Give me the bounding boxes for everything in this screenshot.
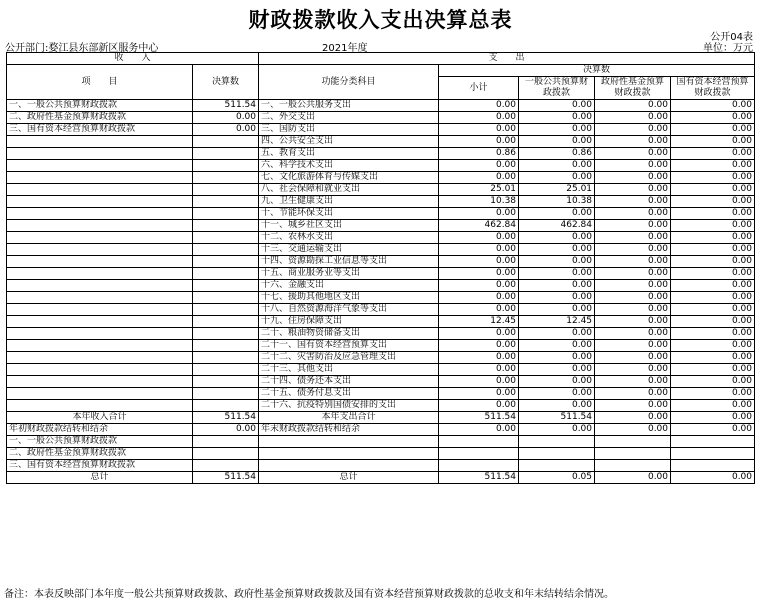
income-amount-cell [193,196,259,208]
income-total-amount: 511.54 [193,412,259,424]
general-budget-cell: 511.54 [519,412,595,424]
subtotal-cell: 0.86 [439,148,519,160]
gov-fund-cell: 0.00 [595,364,671,376]
subtotal-cell: 0.00 [439,112,519,124]
income-amount-cell [193,148,259,160]
subtotal-cell: 0.00 [439,280,519,292]
gov-fund-cell: 0.00 [595,340,671,352]
department-label: 公开部门:婺江县东部新区服务中心 [5,43,159,54]
state-capital-cell: 0.00 [671,256,755,268]
income-item-cell [7,388,193,400]
gov-fund-cell: 0.00 [595,256,671,268]
item-column-header: 项 目 [7,65,193,100]
state-capital-cell: 0.00 [671,388,755,400]
income-total-amount: 511.54 [193,472,259,484]
subtotal-cell: 462.84 [439,220,519,232]
income-item-cell [7,400,193,412]
income-item-cell [7,316,193,328]
subtotal-cell: 0.00 [439,160,519,172]
income-item-cell [7,376,193,388]
state-capital-cell: 0.00 [671,220,755,232]
expense-item-cell: 九、卫生健康支出 [259,196,439,208]
empty-cell [193,460,259,472]
income-amount-cell [193,244,259,256]
gov-fund-cell: 0.00 [595,172,671,184]
page-title: 财政拨款收入支出决算总表 [248,8,513,32]
expense-item-cell: 八、社会保障和就业支出 [259,184,439,196]
gov-fund-cell: 0.00 [595,376,671,388]
general-budget-cell: 0.00 [519,388,595,400]
subtotal-cell: 0.00 [439,328,519,340]
expense-item-cell: 十一、城乡社区支出 [259,220,439,232]
gov-fund-cell: 0.00 [595,412,671,424]
income-amount-cell [193,376,259,388]
subtotal-cell: 0.00 [439,172,519,184]
general-budget-cell: 0.00 [519,364,595,376]
income-item-cell [7,232,193,244]
expense-item-cell: 二十三、其他支出 [259,364,439,376]
expense-item-cell: 二十、粮油物资储备支出 [259,328,439,340]
income-item-cell: 一、一般公共预算财政拨款 [7,100,193,112]
general-budget-cell: 0.00 [519,136,595,148]
state-capital-cell: 0.00 [671,304,755,316]
gov-fund-cell: 0.00 [595,184,671,196]
expense-item-cell: 二十二、灾害防治及应急管理支出 [259,352,439,364]
income-amount-cell [193,136,259,148]
income-amount-cell [193,340,259,352]
gov-fund-cell: 0.00 [595,388,671,400]
form-number: 公开04表 [710,32,753,43]
carry-item-label: 三、国有资本经营预算财政拨款 [7,460,193,472]
expense-item-cell: 一、一般公共服务支出 [259,100,439,112]
state-capital-cell: 0.00 [671,196,755,208]
empty-cell [193,436,259,448]
expense-item-cell: 二十六、抗疫特别国债安排的支出 [259,400,439,412]
general-budget-cell: 0.00 [519,424,595,436]
empty-cell [439,448,519,460]
gov-fund-cell: 0.00 [595,400,671,412]
empty-cell [595,460,671,472]
state-capital-cell: 0.00 [671,232,755,244]
final-accounts-table [6,52,755,484]
empty-cell [259,448,439,460]
expense-item-cell: 十二、农林水支出 [259,232,439,244]
empty-cell [519,436,595,448]
state-capital-cell: 0.00 [671,376,755,388]
table-row [7,400,755,412]
expense-item-cell: 二、外交支出 [259,112,439,124]
general-budget-cell: 0.00 [519,232,595,244]
table-row [7,328,755,340]
subtotal-cell: 0.00 [439,100,519,112]
subtotal-cell: 511.54 [439,472,519,484]
general-budget-cell: 12.45 [519,316,595,328]
gov-fund-cell: 0.00 [595,472,671,484]
table-row [7,196,755,208]
expense-item-cell: 十七、援助其他地区支出 [259,292,439,304]
expense-item-cell: 十五、商业服务业等支出 [259,268,439,280]
table-row [7,304,755,316]
income-amount-cell [193,208,259,220]
income-amount-cell [193,184,259,196]
general-budget-cell: 0.05 [519,472,595,484]
state-capital-cell: 0.00 [671,100,755,112]
subtotal-cell: 25.01 [439,184,519,196]
carry-over-row [7,424,755,436]
income-amount-cell: 511.54 [193,100,259,112]
gov-fund-cell: 0.00 [595,292,671,304]
state-capital-cell: 0.00 [671,160,755,172]
state-capital-column-header: 国有资本经营预算财政拨款 [671,77,755,100]
expense-item-cell: 十四、资源勘探工业信息等支出 [259,256,439,268]
grand-total-row [7,472,755,484]
expense-item-cell: 三、国防支出 [259,124,439,136]
state-capital-cell: 0.00 [671,352,755,364]
general-budget-cell: 0.00 [519,280,595,292]
table-row [7,268,755,280]
general-budget-cell: 0.00 [519,208,595,220]
general-budget-cell: 462.84 [519,220,595,232]
income-amount-cell [193,280,259,292]
empty-cell [671,436,755,448]
fiscal-year: 2021年度 [322,43,368,54]
expense-item-cell: 二十四、债务还本支出 [259,376,439,388]
gov-fund-cell: 0.00 [595,160,671,172]
expense-total-label: 本年支出合计 [259,412,439,424]
income-item-cell [7,148,193,160]
income-total-label: 年初财政拨款结转和结余 [7,424,193,436]
general-budget-cell: 0.00 [519,172,595,184]
general-budget-cell: 0.00 [519,100,595,112]
carry-item-label: 一、一般公共预算财政拨款 [7,436,193,448]
subtotal-cell: 0.00 [439,292,519,304]
general-budget-cell: 0.00 [519,112,595,124]
income-amount-cell [193,268,259,280]
income-amount-cell [193,160,259,172]
table-row [7,184,755,196]
subtotal-cell: 0.00 [439,376,519,388]
state-capital-cell: 0.00 [671,124,755,136]
subtotal-cell: 0.00 [439,124,519,136]
state-capital-cell: 0.00 [671,340,755,352]
empty-cell [595,436,671,448]
table-row [7,256,755,268]
gov-fund-cell: 0.00 [595,112,671,124]
gov-fund-cell: 0.00 [595,220,671,232]
gov-fund-cell: 0.00 [595,148,671,160]
income-amount-cell [193,220,259,232]
income-amount-cell [193,304,259,316]
expense-item-cell: 七、文化旅游体育与传媒支出 [259,172,439,184]
gov-fund-cell: 0.00 [595,316,671,328]
gov-fund-cell: 0.00 [595,232,671,244]
state-capital-cell: 0.00 [671,292,755,304]
gov-fund-cell: 0.00 [595,244,671,256]
table-row [7,160,755,172]
income-item-cell [7,364,193,376]
table-row [7,280,755,292]
subtotal-cell: 511.54 [439,412,519,424]
general-budget-cell: 10.38 [519,196,595,208]
general-budget-cell: 0.86 [519,148,595,160]
income-total-label: 总计 [7,472,193,484]
table-row [7,100,755,112]
state-capital-cell: 0.00 [671,472,755,484]
general-budget-cell: 0.00 [519,256,595,268]
table-row [7,316,755,328]
general-budget-cell: 0.00 [519,328,595,340]
state-capital-cell: 0.00 [671,184,755,196]
state-capital-cell: 0.00 [671,424,755,436]
income-item-cell: 三、国有资本经营预算财政拨款 [7,124,193,136]
general-budget-cell: 0.00 [519,292,595,304]
general-budget-cell: 0.00 [519,160,595,172]
general-budget-cell: 0.00 [519,124,595,136]
expense-item-cell: 十六、金融支出 [259,280,439,292]
gov-fund-cell: 0.00 [595,100,671,112]
subtotal-cell: 12.45 [439,316,519,328]
income-item-cell [7,256,193,268]
income-amount-cell [193,172,259,184]
income-total-label: 本年收入合计 [7,412,193,424]
subtotal-cell: 0.00 [439,304,519,316]
gov-fund-cell: 0.00 [595,124,671,136]
income-amount-cell: 0.00 [193,112,259,124]
gov-fund-cell: 0.00 [595,280,671,292]
subtotal-cell: 0.00 [439,352,519,364]
general-budget-cell: 0.00 [519,244,595,256]
subtotal-cell: 0.00 [439,340,519,352]
table-row [7,220,755,232]
table-row [7,172,755,184]
state-capital-cell: 0.00 [671,208,755,220]
state-capital-cell: 0.00 [671,316,755,328]
state-capital-cell: 0.00 [671,400,755,412]
subtotal-cell: 0.00 [439,244,519,256]
income-item-cell [7,280,193,292]
carry-detail-row [7,436,755,448]
income-amount-cell [193,232,259,244]
income-item-cell [7,136,193,148]
general-budget-cell: 0.00 [519,268,595,280]
income-amount-cell [193,352,259,364]
income-amount-cell [193,364,259,376]
expense-item-cell: 二十五、债务付息支出 [259,388,439,400]
income-item-cell: 二、政府性基金预算财政拨款 [7,112,193,124]
table-row [7,136,755,148]
function-category-column-header: 功能分类科目 [259,65,439,100]
income-item-cell [7,184,193,196]
state-capital-cell: 0.00 [671,244,755,256]
general-budget-cell: 0.00 [519,340,595,352]
expense-item-cell: 十、节能环保支出 [259,208,439,220]
income-item-cell [7,328,193,340]
income-item-cell [7,292,193,304]
income-item-cell [7,352,193,364]
table-row [7,124,755,136]
expense-item-cell: 十八、自然资源海洋气象等支出 [259,304,439,316]
gov-fund-cell: 0.00 [595,352,671,364]
state-capital-cell: 0.00 [671,412,755,424]
state-capital-cell: 0.00 [671,172,755,184]
income-item-cell [7,340,193,352]
state-capital-cell: 0.00 [671,112,755,124]
income-item-cell [7,160,193,172]
table-row [7,364,755,376]
income-item-cell [7,196,193,208]
table-row [7,232,755,244]
income-amount-cell [193,292,259,304]
general-budget-cell: 0.00 [519,400,595,412]
expense-total-label: 总计 [259,472,439,484]
income-item-cell [7,244,193,256]
expense-total-label: 年末财政拨款结转和结余 [259,424,439,436]
year-total-row [7,412,755,424]
general-budget-column-header: 一般公共预算财政拨款 [519,77,595,100]
state-capital-cell: 0.00 [671,364,755,376]
empty-cell [671,448,755,460]
expense-item-cell: 二十一、国有资本经营预算支出 [259,340,439,352]
gov-fund-cell: 0.00 [595,136,671,148]
subtotal-cell: 10.38 [439,196,519,208]
table-row [7,340,755,352]
table-row [7,148,755,160]
final-group-header: 决算数 [439,65,755,77]
income-item-cell [7,268,193,280]
subtotal-cell: 0.00 [439,136,519,148]
table-row [7,208,755,220]
gov-fund-cell: 0.00 [595,196,671,208]
expense-item-cell: 五、教育支出 [259,148,439,160]
gov-fund-cell: 0.00 [595,424,671,436]
unit-label: 单位：万元 [703,43,753,54]
state-capital-cell: 0.00 [671,268,755,280]
state-capital-cell: 0.00 [671,136,755,148]
income-section-header: 收 入 [7,53,259,65]
expense-item-cell: 六、科学技术支出 [259,160,439,172]
expense-item-cell: 四、公共安全支出 [259,136,439,148]
income-amount-cell: 0.00 [193,124,259,136]
empty-cell [519,448,595,460]
gov-fund-cell: 0.00 [595,328,671,340]
carry-item-label: 二、政府性基金预算财政拨款 [7,448,193,460]
empty-cell [595,448,671,460]
footnote: 备注：本表反映部门本年度一般公共预算财政拨款、政府性基金预算财政拨款及国有资本经营预算财政拨款的总收支和年末结转结余情况。 [4,589,614,600]
state-capital-cell: 0.00 [671,280,755,292]
subtotal-column-header: 小计 [439,77,519,100]
subtotal-cell: 0.00 [439,400,519,412]
income-item-cell [7,172,193,184]
expense-section-header: 支 出 [259,53,755,65]
subtotal-cell: 0.00 [439,364,519,376]
subtotal-cell: 0.00 [439,268,519,280]
table-row [7,376,755,388]
table-row [7,388,755,400]
income-amount-cell [193,316,259,328]
state-capital-cell: 0.00 [671,328,755,340]
general-budget-cell: 25.01 [519,184,595,196]
expense-item-cell: 十三、交通运输支出 [259,244,439,256]
table-row [7,292,755,304]
gov-fund-cell: 0.00 [595,208,671,220]
gov-fund-column-header: 政府性基金预算财政拨款 [595,77,671,100]
table-row [7,112,755,124]
general-budget-cell: 0.00 [519,304,595,316]
subtotal-cell: 0.00 [439,424,519,436]
carry-detail-row [7,448,755,460]
subtotal-cell: 0.00 [439,388,519,400]
empty-cell [439,436,519,448]
table-row [7,244,755,256]
income-total-amount: 0.00 [193,424,259,436]
general-budget-cell: 0.00 [519,376,595,388]
income-amount-cell [193,256,259,268]
final-amount-column-header: 决算数 [193,65,259,100]
empty-cell [259,460,439,472]
subtotal-cell: 0.00 [439,256,519,268]
general-budget-cell: 0.00 [519,352,595,364]
subtotal-cell: 0.00 [439,208,519,220]
income-item-cell [7,220,193,232]
gov-fund-cell: 0.00 [595,268,671,280]
empty-cell [671,460,755,472]
state-capital-cell: 0.00 [671,148,755,160]
expense-item-cell: 十九、住房保障支出 [259,316,439,328]
empty-cell [519,460,595,472]
income-amount-cell [193,328,259,340]
empty-cell [193,448,259,460]
empty-cell [439,460,519,472]
subtotal-cell: 0.00 [439,232,519,244]
income-amount-cell [193,400,259,412]
carry-detail-row [7,460,755,472]
gov-fund-cell: 0.00 [595,304,671,316]
income-item-cell [7,208,193,220]
table-row [7,352,755,364]
income-item-cell [7,304,193,316]
income-amount-cell [193,388,259,400]
empty-cell [259,436,439,448]
